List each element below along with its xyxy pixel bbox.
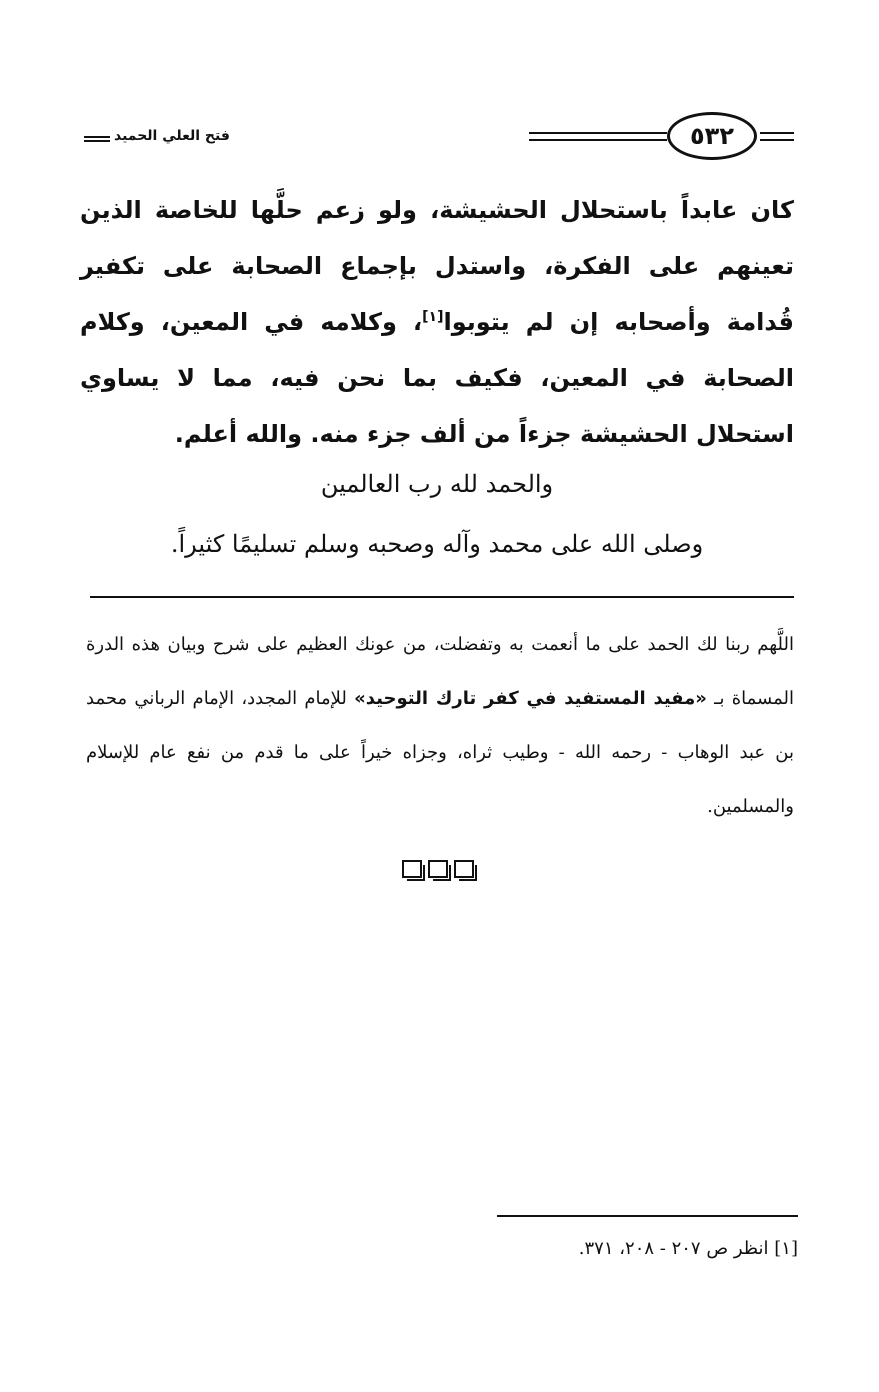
square-ornament-icon <box>428 860 448 878</box>
footnote-divider <box>497 1215 798 1217</box>
header-rule <box>529 132 667 134</box>
header-rule <box>529 139 667 141</box>
running-title: فتح العلي الحميد <box>114 128 230 144</box>
footnote-reference: [١] <box>422 309 444 325</box>
postscript <box>86 618 794 834</box>
page-number: ٥٣٢ <box>667 112 757 160</box>
header-rule <box>760 139 794 141</box>
section-divider <box>90 596 794 598</box>
header-ornament-left <box>84 136 110 142</box>
end-ornament <box>402 860 486 882</box>
square-ornament-icon <box>402 860 422 878</box>
main-text-part: كان عابداً باستحلال الحشيشة، ولو زعم حلَّها للخاصة الذين تعينهم على الفكرة، واستدل بإجماع الصحابة على تكفير قُدامة وأصحابه إن لم يتوبوا <box>80 196 794 336</box>
square-ornament-icon <box>454 860 474 878</box>
postscript-paragraph <box>86 618 794 834</box>
postscript-book-title: «مفيد المستفيد في كفر تارك التوحيد» <box>354 688 707 709</box>
footnote <box>480 1238 798 1259</box>
main-paragraph <box>80 182 794 462</box>
closing-blessing: وصلى الله على محمد وآله وصحبه وسلم تسليمًا كثيراً. <box>170 530 704 558</box>
postscript-text-part: اللَّهم ربنا لك الحمد على ما أنعمت به وتفضلت، من عونك العظيم على شرح وبيان هذه الدرة المسماة بـ <box>86 634 794 709</box>
footnote-marker: [١] <box>774 1238 798 1259</box>
main-text <box>80 182 794 462</box>
closing-praise: والحمد لله رب العالمين <box>320 470 554 498</box>
page-header <box>84 104 794 168</box>
header-rule <box>760 132 794 134</box>
postscript-text-part: للإمام المجدد، الإمام الرباني محمد بن عبد الوهاب - رحمه الله - وطيب ثراه، وجزاه خيراً على ما قدم من نفع عام للإسلام والمسلمين. <box>86 688 794 817</box>
main-text-part: ، وكلامه في المعين، وكلام الصحابة في المعين، فكيف بما نحن فيه، مما لا يساوي استحلال الحشيشة جزءاً من ألف جزء منه. والله أعلم. <box>80 308 794 448</box>
footnote-text: انظر ص ٢٠٧ - ٢٠٨، ٣٧١. <box>578 1238 769 1259</box>
